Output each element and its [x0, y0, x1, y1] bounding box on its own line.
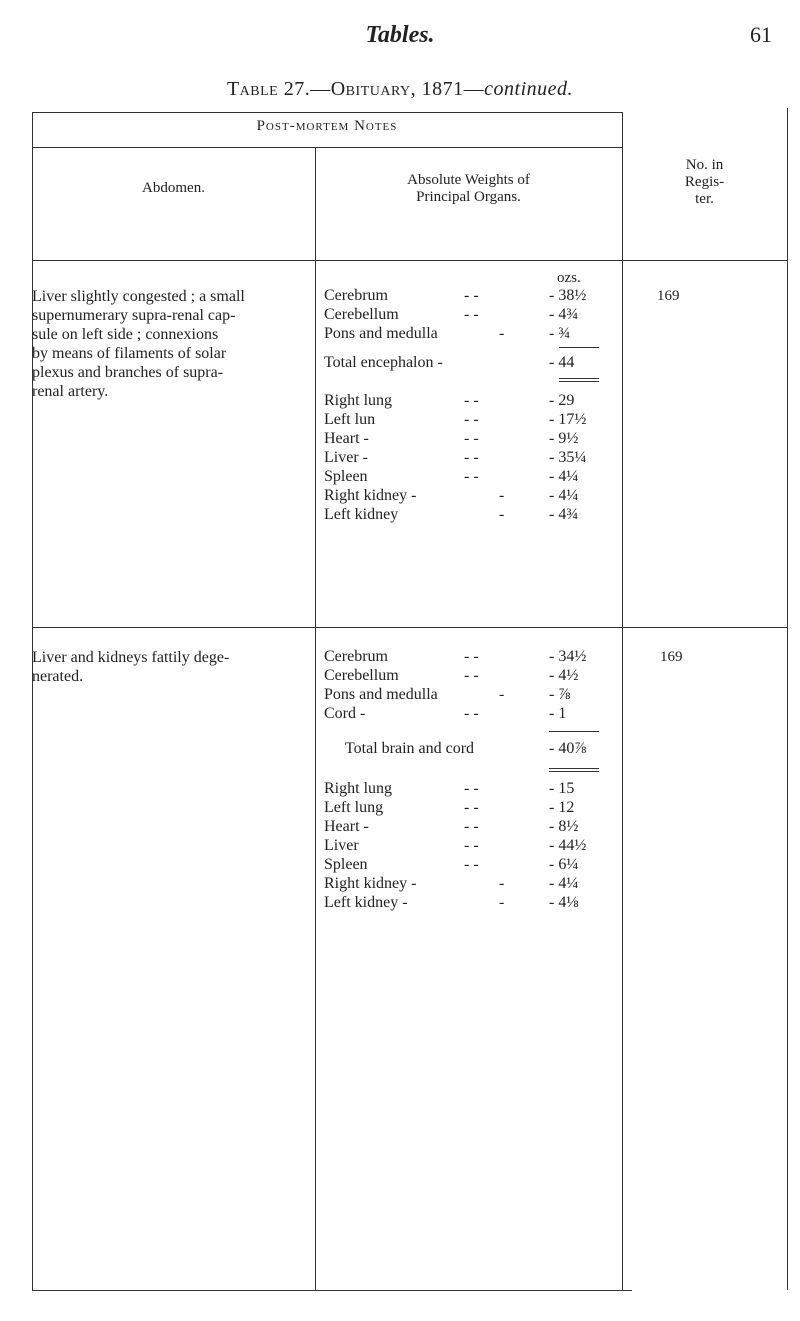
running-head-title: Tables. — [365, 22, 435, 48]
organ-value: - 4¼ — [549, 468, 579, 485]
sum-rule — [559, 347, 599, 348]
organ-name: Liver — [324, 837, 359, 854]
organ-dashes: - — [499, 875, 505, 892]
organ-dashes: - - — [464, 392, 479, 409]
organ-value: - 9½ — [549, 430, 579, 447]
organ-name: Cerebrum — [324, 287, 388, 304]
entry-2-register-number: 169 — [660, 649, 683, 665]
organ-row — [324, 306, 614, 325]
rule-top — [32, 112, 622, 113]
organ-dashes: - - — [464, 306, 479, 323]
organ-name: Left lung — [324, 799, 384, 816]
organ-dashes: - - — [464, 468, 479, 485]
organ-value: - 38½ — [549, 287, 587, 304]
findings-line: renal artery. — [32, 383, 109, 400]
rule-weights-column — [315, 147, 316, 1290]
organ-name: Heart - — [324, 818, 369, 835]
organ-name: Liver - — [324, 449, 368, 466]
organ-value: - 6¼ — [549, 856, 579, 873]
organ-dashes: - - — [464, 287, 479, 304]
total-rule — [549, 768, 599, 769]
organ-value: - 34½ — [549, 648, 587, 665]
organ-row — [324, 799, 614, 818]
organ-name: Cord - — [324, 705, 366, 722]
organ-row — [324, 430, 614, 449]
organ-dashes: - - — [464, 818, 479, 835]
organ-name: Right lung — [324, 780, 393, 797]
organ-row — [324, 648, 614, 667]
organ-name: Left lun — [324, 411, 376, 428]
organ-name: Cerebellum — [324, 306, 399, 323]
organ-row — [324, 780, 614, 799]
organ-dashes: - — [499, 686, 505, 703]
organ-name: Pons and medulla — [324, 325, 438, 342]
running-head — [0, 22, 800, 52]
organ-value: - ¾ — [549, 325, 571, 342]
organ-name: Right kidney - — [324, 875, 417, 892]
weights-header — [315, 172, 622, 206]
organ-name: Left kidney — [324, 506, 399, 523]
organ-row — [324, 875, 614, 894]
organ-row — [324, 468, 614, 487]
findings-line: Liver and kidneys fattily dege- — [32, 649, 230, 666]
entry-2-total-label: Total brain and cord — [345, 740, 475, 757]
organ-row — [324, 818, 614, 837]
weights-header-line2: Principal Organs. — [416, 189, 521, 205]
sum-rule — [549, 731, 599, 732]
organ-row — [324, 487, 614, 506]
organ-row — [324, 449, 614, 468]
findings-line: by means of filaments of solar — [32, 345, 227, 362]
organ-row — [324, 667, 614, 686]
organ-dashes: - — [499, 506, 505, 523]
organ-value: - 4¾ — [549, 306, 579, 323]
entry-2-total-value: - 40⅞ — [549, 740, 587, 757]
findings-line: supernumerary supra-renal cap- — [32, 307, 236, 324]
rule-bottom — [32, 1290, 632, 1291]
table-title — [0, 78, 800, 101]
organ-dashes: - - — [464, 780, 479, 797]
organ-row — [324, 411, 614, 430]
obituary-table — [32, 112, 788, 1290]
organ-value: - 29 — [549, 392, 575, 409]
organ-name: Right lung — [324, 392, 393, 409]
register-header-line2: Regis- — [684, 174, 725, 190]
findings-line: sule on left side ; connexions — [32, 326, 219, 343]
rule-postmortem-header — [32, 147, 622, 148]
rule-entry-separator — [32, 627, 787, 628]
organ-value: - 4¼ — [549, 487, 579, 504]
table-title-continued: continued. — [484, 78, 574, 100]
organ-value: - 17½ — [549, 411, 587, 428]
rule-right — [787, 108, 788, 1290]
organ-value: - ⅞ — [549, 686, 571, 703]
organ-dashes: - - — [464, 856, 479, 873]
organ-value: - 12 — [549, 799, 575, 816]
organ-dashes: - - — [464, 449, 479, 466]
rule-register-column — [622, 112, 623, 1290]
organ-row — [324, 705, 614, 724]
rule-header-bottom — [32, 260, 787, 261]
organ-dashes: - — [499, 487, 505, 504]
total-rule — [549, 771, 599, 772]
organ-dashes: - — [499, 325, 505, 342]
organ-name: Cerebellum — [324, 667, 399, 684]
organ-value: - 1 — [549, 705, 567, 722]
organ-dashes: - - — [464, 799, 479, 816]
organ-value: - 35¼ — [549, 449, 587, 466]
organ-name: Cerebrum — [324, 648, 388, 665]
organ-value: - 15 — [549, 780, 575, 797]
entry-1-total-label: Total encephalon - — [324, 354, 443, 371]
organ-dashes: - - — [464, 667, 479, 684]
entry-1-total-value: - 44 — [549, 354, 575, 371]
organ-dashes: - - — [464, 837, 479, 854]
total-rule — [559, 378, 599, 379]
organ-row — [324, 506, 614, 525]
register-header-line3: ter. — [695, 191, 714, 207]
organ-dashes: - - — [464, 648, 479, 665]
table-title-prefix: Table 27.—Obituary, 1871— — [226, 78, 485, 100]
organ-dashes: - - — [464, 705, 479, 722]
organ-name: Left kidney - — [324, 894, 408, 911]
organ-dashes: - - — [464, 430, 479, 447]
organ-name: Heart - — [324, 430, 369, 447]
organ-value: - 4⅛ — [549, 894, 579, 911]
organ-row — [324, 686, 614, 705]
organ-row — [324, 837, 614, 856]
total-rule — [559, 381, 599, 382]
organ-value: - 4½ — [549, 667, 579, 684]
organ-value: - 4¾ — [549, 506, 579, 523]
weights-header-line1: Absolute Weights of — [407, 172, 530, 188]
post-mortem-header: Post-mortem Notes — [256, 118, 398, 134]
organ-row — [324, 894, 614, 913]
entry-2-findings — [32, 648, 307, 686]
abdomen-header: Abdomen. — [142, 180, 205, 196]
organ-value: - 4¼ — [549, 875, 579, 892]
organ-dashes: - — [499, 894, 505, 911]
entry-1-units: ozs. — [557, 270, 581, 286]
register-header — [622, 157, 787, 208]
organ-name: Right kidney - — [324, 487, 417, 504]
findings-line: plexus and branches of supra- — [32, 364, 224, 381]
organ-name: Pons and medulla — [324, 686, 438, 703]
organ-row — [324, 392, 614, 411]
organ-row — [324, 325, 614, 344]
organ-name: Spleen — [324, 468, 368, 485]
organ-name: Spleen — [324, 856, 368, 873]
entry-1-register-number: 169 — [657, 288, 680, 304]
register-header-line1: No. in — [685, 157, 724, 173]
organ-value: - 8½ — [549, 818, 579, 835]
findings-line: Liver slightly congested ; a small — [32, 288, 245, 305]
organ-row — [324, 856, 614, 875]
organ-value: - 44½ — [549, 837, 587, 854]
organ-row — [324, 287, 614, 306]
page-number: 61 — [750, 22, 772, 47]
entry-1-findings — [32, 287, 307, 401]
organ-dashes: - - — [464, 411, 479, 428]
findings-line: nerated. — [32, 668, 84, 685]
